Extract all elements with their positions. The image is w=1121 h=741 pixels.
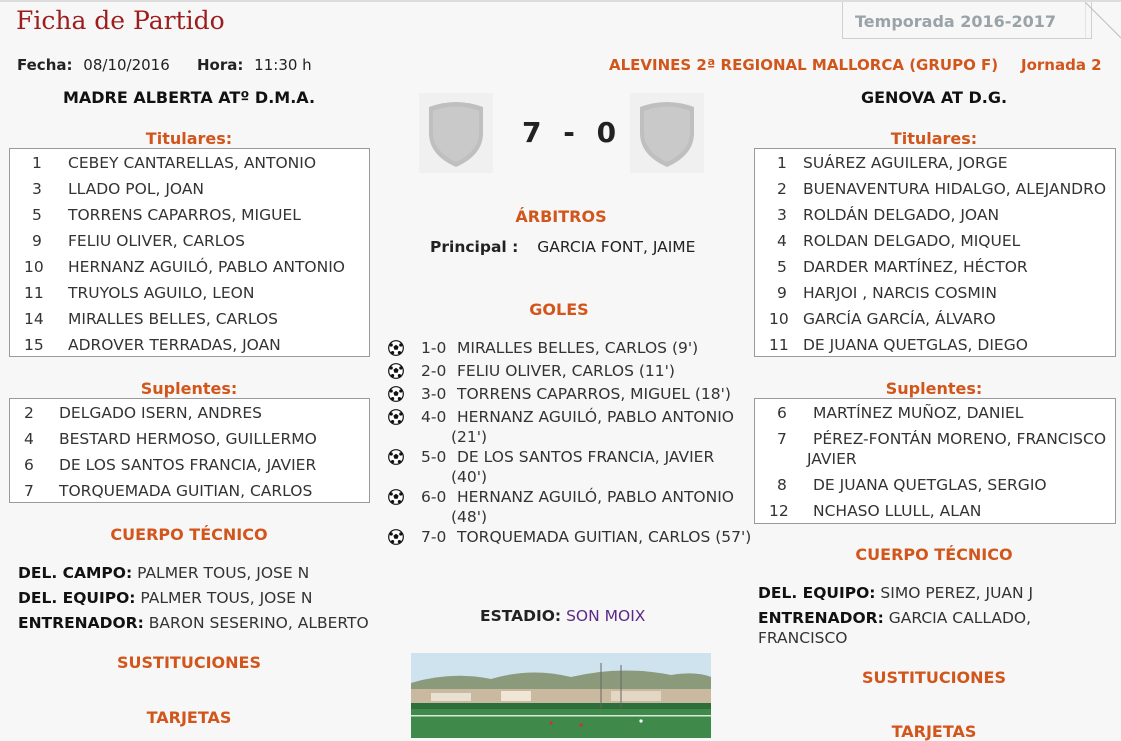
player-name[interactable]: HERNANZ AGUILÓ, PABLO ANTONIO <box>68 258 345 276</box>
soccer-ball-icon <box>388 529 404 545</box>
goal-minute: (21') <box>451 428 488 446</box>
player-number: 10 <box>24 258 44 276</box>
player-name[interactable]: FELIU OLIVER, CARLOS <box>68 232 245 250</box>
player-number: 5 <box>777 258 787 276</box>
score-separator: - <box>563 116 576 149</box>
player-name[interactable]: GARCÍA GARCÍA, ÁLVARO <box>803 310 996 328</box>
staff-role: DEL. EQUIPO: <box>18 589 136 607</box>
player-number: 3 <box>32 180 42 198</box>
referee-name: GARCIA FONT, JAIME <box>537 238 696 256</box>
goal-score: 6-0 <box>421 488 447 506</box>
player-name[interactable]: TORQUEMADA GUITIAN, CARLOS <box>59 482 313 500</box>
player-name[interactable]: DELGADO ISERN, ANDRES <box>59 404 262 422</box>
player-name[interactable]: ROLDAN DELGADO, MIQUEL <box>803 232 1021 250</box>
away-shield-icon <box>630 93 704 173</box>
player-number: 2 <box>24 404 34 422</box>
player-name[interactable]: TRUYOLS AGUILO, LEON <box>68 284 255 302</box>
page-title: Ficha de Partido <box>16 6 225 35</box>
soccer-ball-icon <box>388 489 404 505</box>
staff-name: SIMO PEREZ, JUAN J <box>880 584 1034 602</box>
player-name[interactable]: DE LOS SANTOS FRANCIA, JAVIER <box>59 456 317 474</box>
away-starters-list <box>754 148 1116 357</box>
player-number: 6 <box>24 456 34 474</box>
staff-role: DEL. CAMPO: <box>18 564 133 582</box>
player-number: 7 <box>777 430 787 448</box>
player-number: 9 <box>777 284 787 302</box>
player-name[interactable]: ADROVER TERRADAS, JOAN <box>68 336 281 354</box>
away-score: 0 <box>596 116 618 149</box>
player-number: 10 <box>769 310 789 328</box>
away-subs-heading: Suplentes: <box>885 379 983 398</box>
home-cards-heading: TARJETAS <box>146 708 232 727</box>
player-number: 1 <box>32 154 42 172</box>
away-substitutions-heading: SUSTITUCIONES <box>862 668 1006 687</box>
time-value: 11:30 h <box>254 56 312 74</box>
player-number: 6 <box>777 404 787 422</box>
season-label: Temporada 2016-2017 <box>855 12 1056 31</box>
goal-score: 5-0 <box>421 448 447 466</box>
home-staff-row <box>18 589 313 607</box>
home-subs-list <box>9 398 370 503</box>
goal-scorer: HERNANZ AGUILÓ, PABLO ANTONIO <box>457 488 734 506</box>
away-subs-list <box>754 398 1116 524</box>
player-name[interactable]: MARTÍNEZ MUÑOZ, DANIEL <box>813 404 1024 422</box>
player-number: 12 <box>769 502 789 520</box>
player-number: 11 <box>769 336 789 354</box>
player-name[interactable]: BESTARD HERMOSO, GUILLERMO <box>59 430 317 448</box>
home-substitutions-heading: SUSTITUCIONES <box>117 653 261 672</box>
away-cards-heading: TARJETAS <box>891 722 977 741</box>
date-field <box>17 56 170 74</box>
player-name[interactable]: LLADO POL, JOAN <box>68 180 205 198</box>
referees-heading: ÁRBITROS <box>515 207 607 226</box>
soccer-ball-icon <box>388 340 404 356</box>
staff-role: ENTRENADOR: <box>18 614 144 632</box>
home-team-name[interactable]: MADRE ALBERTA ATº D.M.A. <box>62 88 316 107</box>
home-staff-row <box>18 564 309 582</box>
goal-score: 4-0 <box>421 408 447 426</box>
home-starters-list <box>9 148 370 357</box>
goal-score: 1-0 <box>421 339 447 357</box>
home-subs-heading: Suplentes: <box>140 379 238 398</box>
player-number: 9 <box>32 232 42 250</box>
goal-scorer: HERNANZ AGUILÓ, PABLO ANTONIO <box>457 408 734 426</box>
goal-scorer: TORRENS CAPARROS, MIGUEL (18') <box>457 385 731 403</box>
player-name[interactable]: HARJOI , NARCIS COSMIN <box>803 284 997 302</box>
staff-name: BARON SESERINO, ALBERTO <box>148 614 369 632</box>
time-label: Hora: <box>197 56 244 74</box>
player-number: 2 <box>777 180 787 198</box>
player-name[interactable]: DE JUANA QUETGLAS, DIEGO <box>803 336 1028 354</box>
player-name[interactable]: DARDER MARTÍNEZ, HÉCTOR <box>803 258 1028 276</box>
away-team-name[interactable]: GENOVA AT D.G. <box>860 88 1008 107</box>
page-curl-icon <box>1085 2 1121 38</box>
stadium-row <box>480 607 645 625</box>
soccer-ball-icon <box>388 409 404 425</box>
player-number: 1 <box>777 154 787 172</box>
staff-name: GARCIA CALLADO, <box>888 609 1032 627</box>
soccer-ball-icon <box>388 449 404 465</box>
goal-scorer: FELIU OLIVER, CARLOS (11') <box>457 362 675 380</box>
goal-score: 2-0 <box>421 362 447 380</box>
player-name-cont[interactable]: JAVIER <box>807 450 857 468</box>
player-number: 7 <box>24 482 34 500</box>
referee-role: Principal : <box>430 238 519 256</box>
soccer-ball-icon <box>388 363 404 379</box>
player-name[interactable]: PÉREZ-FONTÁN MORENO, FRANCISCO <box>813 430 1107 448</box>
competition-name[interactable]: ALEVINES 2ª REGIONAL MALLORCA (GRUPO F) <box>609 56 999 74</box>
player-name[interactable]: NCHASO LLULL, ALAN <box>813 502 982 520</box>
player-name[interactable]: ROLDÁN DELGADO, JOAN <box>803 206 1000 224</box>
date-value: 08/10/2016 <box>83 56 170 74</box>
player-number: 5 <box>32 206 42 224</box>
player-name[interactable]: TORRENS CAPARROS, MIGUEL <box>68 206 301 224</box>
staff-role: ENTRENADOR: <box>758 609 884 627</box>
staff-name: PALMER TOUS, JOSE N <box>137 564 310 582</box>
home-staff-row <box>18 614 369 632</box>
goal-score: 7-0 <box>421 528 447 546</box>
away-starters-heading: Titulares: <box>890 129 978 148</box>
home-score: 7 <box>522 116 543 149</box>
home-staff-heading: CUERPO TÉCNICO <box>110 525 268 544</box>
staff-name-cont: FRANCISCO <box>758 629 848 647</box>
goals-heading: GOLES <box>529 300 589 319</box>
player-name[interactable]: SUÁREZ AGUILERA, JORGE <box>803 154 1008 172</box>
goal-scorer: DE LOS SANTOS FRANCIA, JAVIER <box>457 448 715 466</box>
stadium-label: ESTADIO: <box>480 607 562 625</box>
player-name[interactable]: CEBEY CANTARELLAS, ANTONIO <box>68 154 317 172</box>
soccer-ball-icon <box>388 386 404 402</box>
away-staff-heading: CUERPO TÉCNICO <box>855 545 1013 564</box>
goal-minute: (40') <box>451 468 488 486</box>
player-name[interactable]: MIRALLES BELLES, CARLOS <box>68 310 279 328</box>
match-score <box>522 116 617 149</box>
staff-role: DEL. EQUIPO: <box>758 584 876 602</box>
player-number: 15 <box>24 336 44 354</box>
away-staff-row <box>758 584 1033 602</box>
round-label: Jornada 2 <box>1021 56 1102 74</box>
stadium-photo[interactable] <box>411 653 711 738</box>
player-name[interactable]: BUENAVENTURA HIDALGO, ALEJANDRO <box>803 180 1107 198</box>
goal-minute: (48') <box>451 508 488 526</box>
goal-scorer: MIRALLES BELLES, CARLOS (9') <box>457 339 699 357</box>
away-staff-row <box>758 609 1031 627</box>
home-shield-icon <box>419 93 493 173</box>
player-number: 4 <box>24 430 34 448</box>
goal-scorer: TORQUEMADA GUITIAN, CARLOS (57') <box>457 528 752 546</box>
stadium-link[interactable]: SON MOIX <box>566 607 646 625</box>
player-number: 11 <box>24 284 44 302</box>
referee-row <box>430 238 695 256</box>
player-number: 14 <box>24 310 44 328</box>
staff-name: PALMER TOUS, JOSE N <box>140 589 313 607</box>
time-field <box>197 56 312 74</box>
home-starters-heading: Titulares: <box>145 129 233 148</box>
goal-score: 3-0 <box>421 385 447 403</box>
player-number: 4 <box>777 232 787 250</box>
date-label: Fecha: <box>17 56 73 74</box>
player-name[interactable]: DE JUANA QUETGLAS, SERGIO <box>813 476 1047 494</box>
player-number: 8 <box>777 476 787 494</box>
player-number: 3 <box>777 206 787 224</box>
